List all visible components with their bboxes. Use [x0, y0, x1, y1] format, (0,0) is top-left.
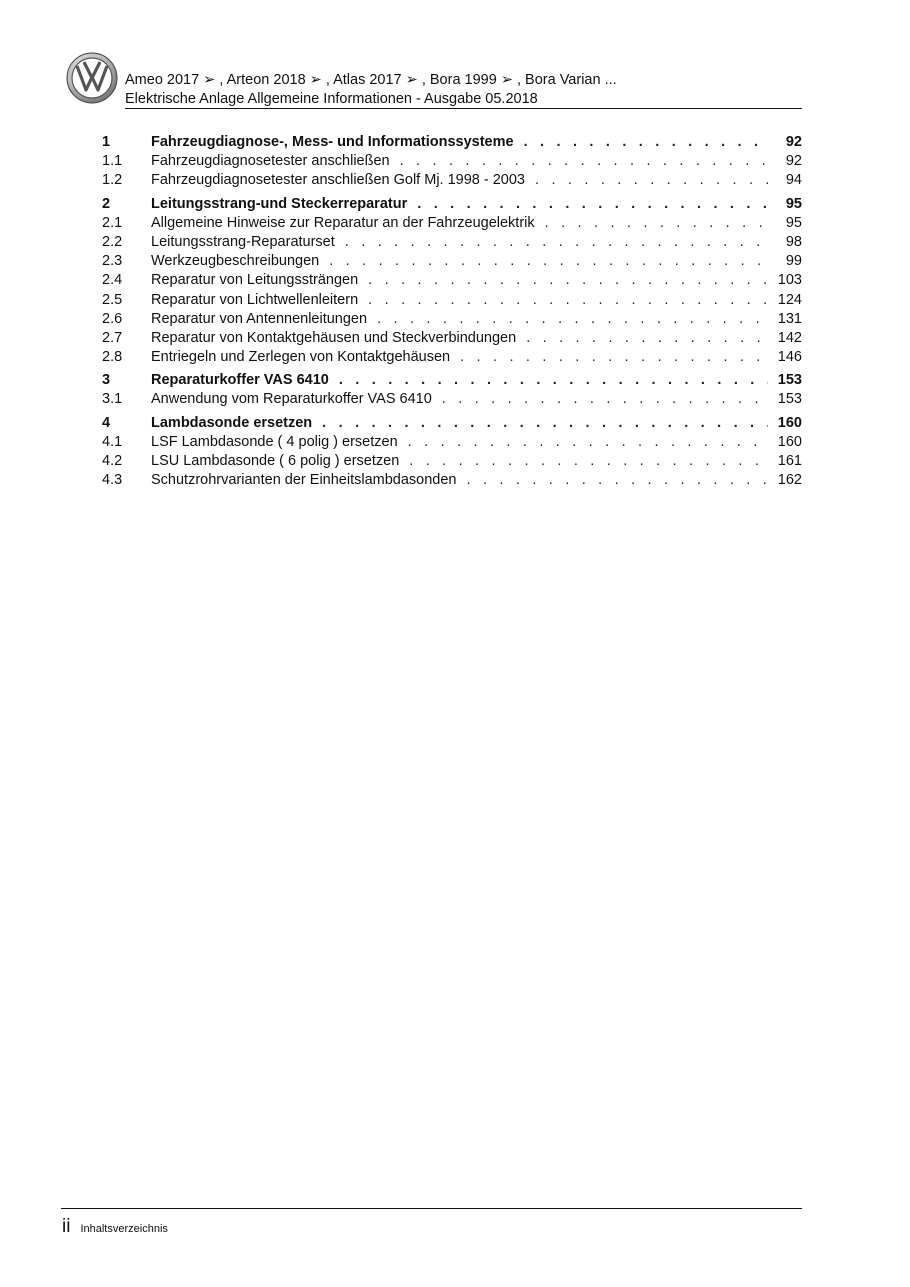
toc-entry-number: 2.7 — [102, 329, 123, 346]
toc-entry-page: 162 — [777, 472, 802, 489]
toc-entry-title: Werkzeugbeschreibungen — [151, 253, 320, 270]
toc-chapter-row[interactable] — [102, 414, 802, 433]
toc-dot-leader — [400, 152, 768, 171]
toc-entry-title: LSU Lambdasonde ( 6 polig ) ersetzen — [151, 453, 400, 469]
toc-entry-title: Reparatur von Kontaktgehäusen und Steckverbindungen — [151, 329, 517, 346]
toc-section-row[interactable] — [102, 233, 802, 252]
toc-entry-title: Fahrzeugdiagnose-, Mess- und Informationssysteme — [151, 134, 514, 150]
toc-chapter-row[interactable] — [102, 133, 802, 152]
toc-entry-number: 2 — [102, 195, 111, 212]
toc-entry-page: 103 — [777, 272, 802, 289]
toc-entry-page: 146 — [777, 349, 802, 366]
toc-dot-leader — [524, 133, 768, 152]
toc-entry-number: 3 — [102, 372, 111, 389]
toc-entry-number: 1.2 — [102, 172, 123, 189]
toc-dot-leader — [417, 195, 768, 214]
toc-entry-title: Reparatur von Antennenleitungen — [151, 310, 368, 327]
toc-entry-number: 2.6 — [102, 310, 123, 327]
toc-entry-page: 99 — [785, 253, 802, 270]
toc-dot-leader — [526, 329, 768, 348]
toc-dot-leader — [460, 348, 768, 367]
header-vehicle-models: Ameo 2017 ➢ , Arteon 2018 ➢ , Atlas 2017 ➢ , Bora 1999 ➢ , Bora Varian ... — [125, 72, 617, 88]
toc-entry-title: Leitungsstrang-Reparaturset — [151, 233, 335, 250]
toc-entry-title: Leitungsstrang-und Steckerreparatur — [151, 195, 408, 212]
toc-entry-title: LSF Lambdasonde ( 4 polig ) ersetzen — [151, 433, 398, 450]
toc-entry-page: 142 — [777, 329, 802, 346]
toc-entry-title: Lambdasonde ersetzen — [151, 414, 313, 431]
toc-dot-leader — [545, 214, 768, 233]
toc-entry-number: 2.8 — [102, 349, 123, 366]
toc-dot-leader — [442, 390, 768, 409]
toc-section-row[interactable] — [102, 348, 802, 367]
page-footer — [62, 1216, 168, 1238]
toc-entry-number: 4.2 — [102, 453, 123, 469]
toc-entry-page: 95 — [785, 195, 802, 212]
toc-section-row[interactable] — [102, 152, 802, 171]
toc-dot-leader — [339, 371, 768, 390]
toc-entry-page: 160 — [777, 433, 802, 450]
toc-entry-title: Schutzrohrvarianten der Einheitslambdasonden — [151, 472, 457, 489]
toc-entry-number: 3.1 — [102, 391, 123, 408]
toc-entry-page: 131 — [777, 310, 802, 327]
volkswagen-logo-icon — [66, 52, 118, 104]
header-divider — [125, 108, 802, 109]
toc-entry-title: Anwendung vom Reparaturkoffer VAS 6410 — [151, 391, 432, 408]
toc-dot-leader — [408, 433, 768, 452]
toc-entry-title: Allgemeine Hinweise zur Reparatur an der Fahrzeugelektrik — [151, 214, 535, 231]
toc-entry-page: 124 — [777, 291, 802, 308]
toc-dot-leader — [368, 271, 768, 290]
toc-entry-page: 160 — [777, 414, 802, 431]
toc-entry-number: 2.3 — [102, 253, 123, 270]
toc-section-row[interactable] — [102, 471, 802, 490]
footer-divider — [61, 1208, 802, 1209]
toc-chapter-row[interactable] — [102, 371, 802, 390]
toc-section-row[interactable] — [102, 433, 802, 452]
toc-section-row[interactable] — [102, 291, 802, 310]
toc-section-row[interactable] — [102, 271, 802, 290]
toc-dot-leader — [329, 252, 768, 271]
toc-entry-title: Fahrzeugdiagnosetester anschließen Golf Mj. 1998 - 2003 — [151, 172, 525, 189]
toc-entry-title: Reparatur von Leitungssträngen — [151, 272, 359, 289]
toc-dot-leader — [535, 171, 768, 190]
toc-entry-number: 1.1 — [102, 153, 123, 170]
toc-entry-number: 4 — [102, 414, 111, 431]
toc-dot-leader — [345, 233, 768, 252]
toc-entry-number: 2.5 — [102, 291, 123, 308]
toc-entry-number: 2.2 — [102, 233, 123, 250]
toc-entry-page: 92 — [785, 153, 802, 170]
toc-entry-page: 95 — [785, 214, 802, 231]
toc-entry-page: 94 — [785, 172, 802, 189]
toc-chapter-row[interactable] — [102, 195, 802, 214]
toc-entry-page: 153 — [777, 372, 802, 389]
toc-dot-leader — [467, 471, 769, 490]
toc-entry-page: 161 — [777, 453, 802, 469]
toc-entry-number: 1 — [102, 134, 111, 150]
toc-section-row[interactable] — [102, 214, 802, 233]
toc-entry-title: Entriegeln und Zerlegen von Kontaktgehäusen — [151, 349, 451, 366]
toc-dot-leader — [377, 310, 768, 329]
toc-section-row[interactable] — [102, 452, 802, 471]
toc-entry-title: Reparaturkoffer VAS 6410 — [151, 372, 329, 389]
toc-dot-leader — [322, 414, 768, 433]
header-document-title: Elektrische Anlage Allgemeine Informationen - Ausgabe 05.2018 — [125, 91, 538, 107]
toc-entry-page: 98 — [785, 233, 802, 250]
toc-entry-title: Reparatur von Lichtwellenleitern — [151, 291, 359, 308]
toc-entry-number: 4.1 — [102, 433, 123, 450]
toc-dot-leader — [409, 452, 768, 471]
toc-section-row[interactable] — [102, 252, 802, 271]
toc-entry-title: Fahrzeugdiagnosetester anschließen — [151, 153, 390, 170]
footer-section-label: Inhaltsverzeichnis — [80, 1223, 168, 1235]
toc-entry-number: 2.4 — [102, 272, 123, 289]
toc-section-row[interactable] — [102, 329, 802, 348]
footer-page-number: ii — [62, 1216, 71, 1237]
toc-entry-number: 4.3 — [102, 472, 123, 489]
toc-dot-leader — [368, 291, 768, 310]
toc-entry-page: 92 — [785, 134, 802, 150]
toc-section-row[interactable] — [102, 310, 802, 329]
page-header — [66, 52, 802, 110]
toc-section-row[interactable] — [102, 390, 802, 409]
table-of-contents — [102, 133, 802, 490]
toc-entry-number: 2.1 — [102, 214, 123, 231]
toc-section-row[interactable] — [102, 171, 802, 190]
toc-entry-page: 153 — [777, 391, 802, 408]
